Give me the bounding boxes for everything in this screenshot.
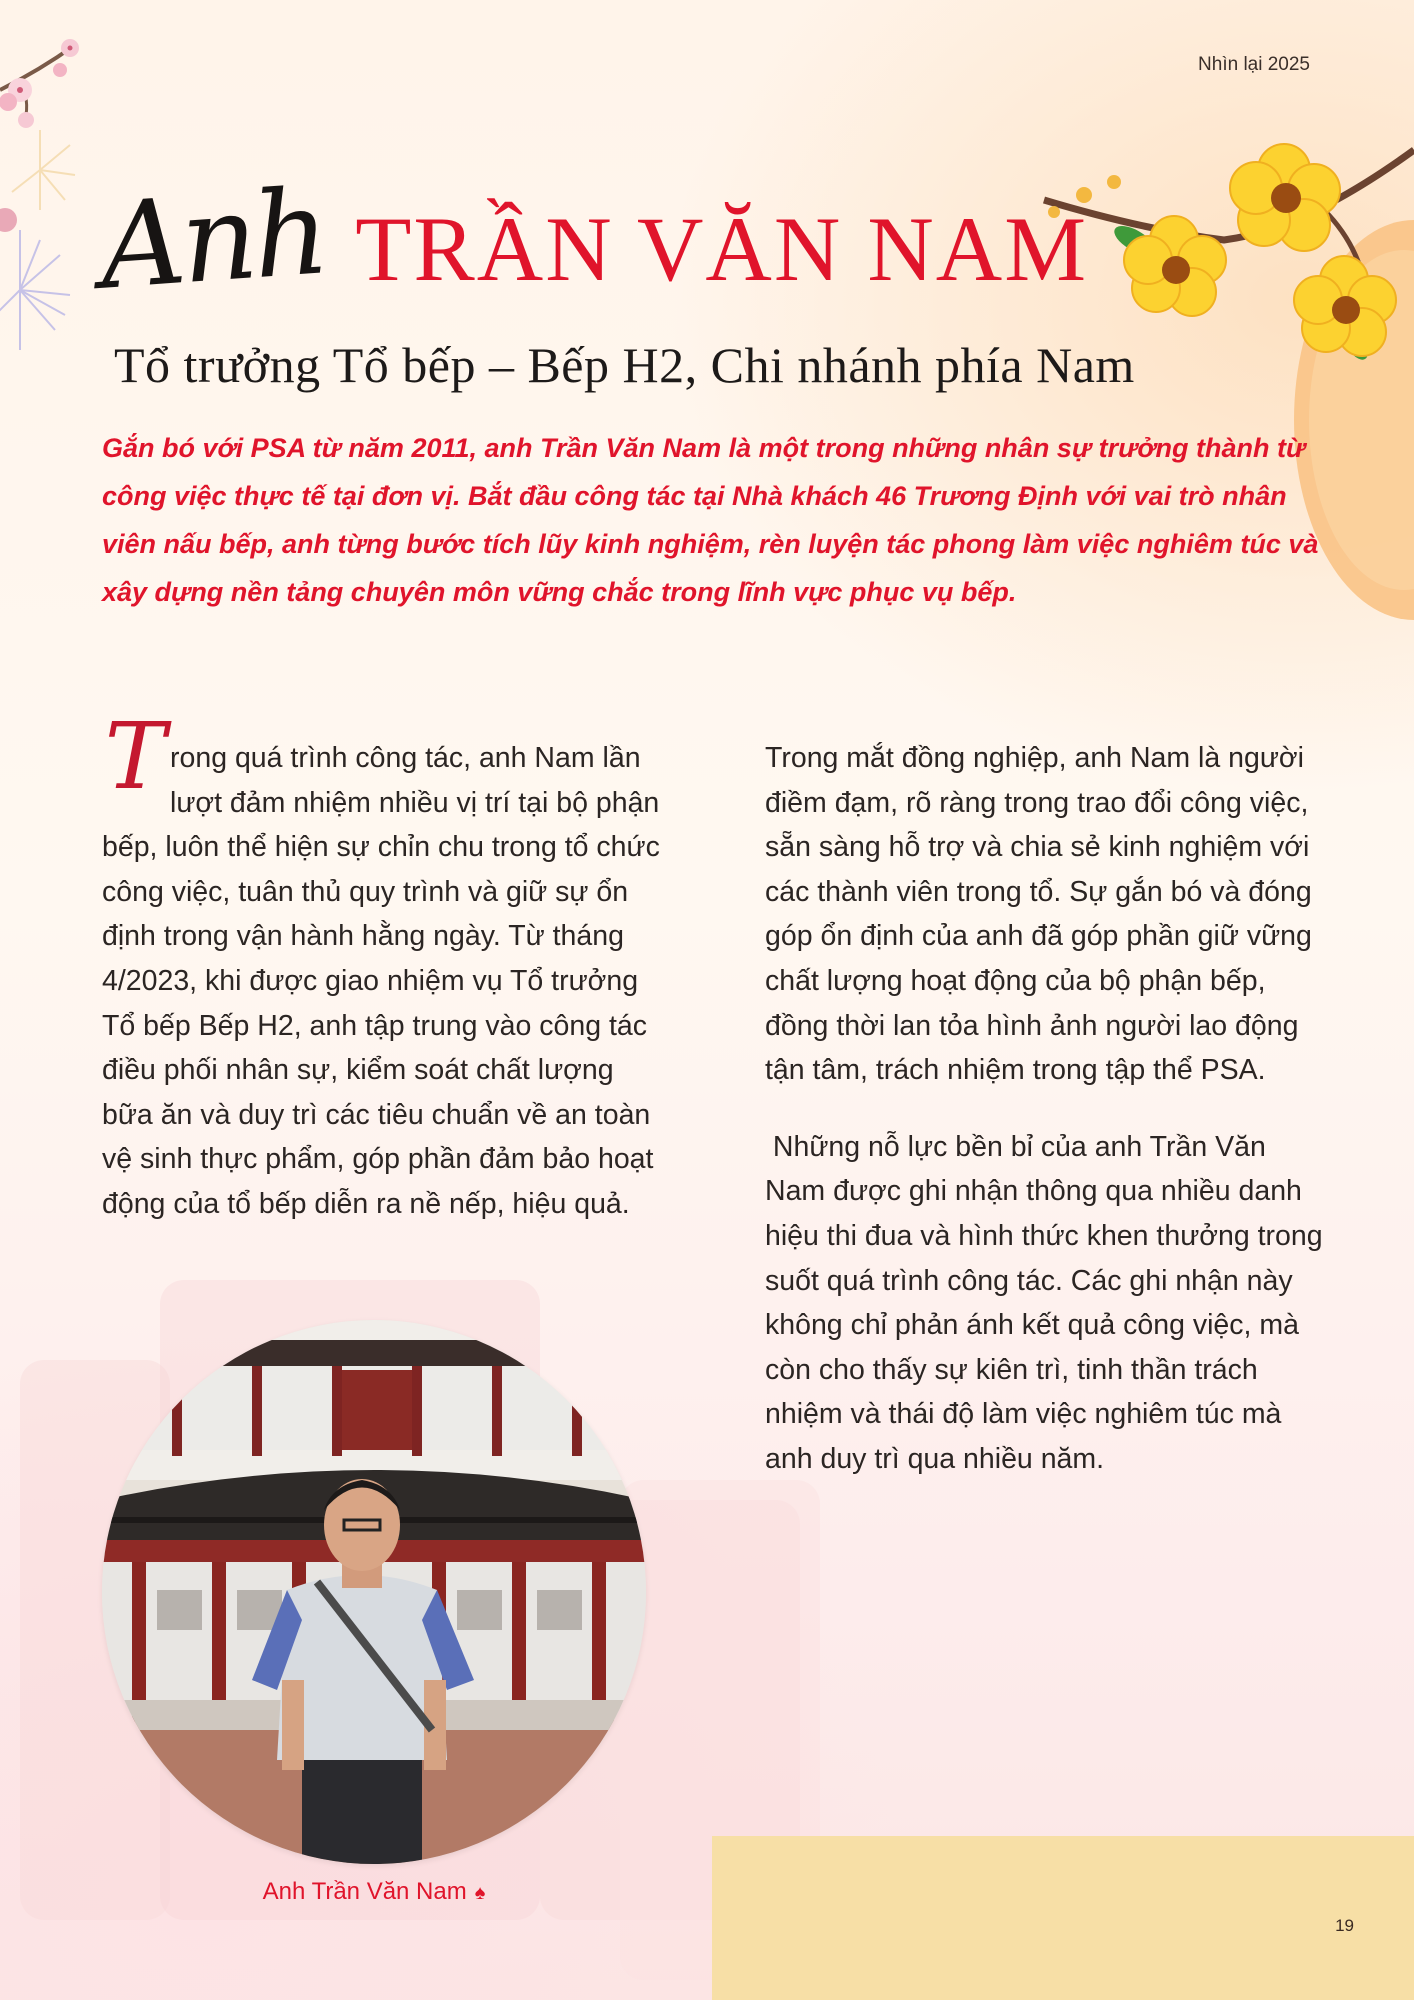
bottom-decor-band [712,1836,1414,2000]
photo-caption [102,1878,646,1906]
portrait-illustration [102,1320,646,1864]
page-number: 19 [1335,1916,1354,1935]
spade-icon: ♠ [474,1882,486,1904]
lead-paragraph: Gắn bó với PSA từ năm 2011, anh Trần Văn Nam là một trong những nhân sự trưởng thành từ công việc thực tế tại đơn vị. Bắt đầu công tác tại Nhà khách 46 Trương Định với vai trò nhân viên nấu bếp, anh từng bước tích lũy kinh nghiệm, rèn luyện tác phong làm việc nghiêm túc và xây dựng nền tảng chuyên môn vững chắc trong lĩnh vực phục vụ bếp. [102,433,1319,607]
body-column-left [102,703,662,1227]
drop-cap: T [104,703,166,810]
portrait-photo [102,1320,646,1864]
photo-caption-text: Anh Trần Văn Nam [262,1878,467,1905]
body-right-paragraph-2: Những nỗ lực bền bỉ của anh Trần Văn Nam được ghi nhận thông qua nhiều danh hiệu thi đua và hình thức khen thưởng trong suốt quá trình công tác. Các ghi nhận này không chỉ phản ánh kết quả công việc, mà còn cho thấy sự kiên trì, tinh thần trách nhiệm và thái độ làm việc nghiêm túc mà anh duy trì qua nhiều năm. [765,1130,1331,1475]
body-right-paragraph-1: Trong mắt đồng nghiệp, anh Nam là người điềm đạm, rõ ràng trong trao đổi công việc, sẵn sàng hỗ trợ và chia sẻ kinh nghiệm với các thành viên trong tổ. Sự gắn bó và đóng góp ổn định của anh đã góp phần giữ vững chất lượng hoạt động của bộ phận bếp, đồng thời lan tỏa hình ảnh người lao động tận tâm, trách nhiệm trong tập thể PSA. [765,742,1312,1087]
title-name: TRẦN VĂN NAM [355,198,1088,300]
title-honorific: Anh [95,162,330,316]
title [95,162,1088,316]
job-title: Tổ trưởng Tổ bếp – Bếp H2, Chi nhánh phía Nam [114,337,1135,393]
body-left-text: rong quá trình công tác, anh Nam lần lượt đảm nhiệm nhiều vị trí tại bộ phận bếp, luôn thể hiện sự chỉn chu trong tổ chức công việc, tuân thủ quy trình và giữ sự ổn định trong vận hành hằng ngày. Từ tháng 4/2023, khi được giao nhiệm vụ Tổ trưởng Tổ bếp Bếp H2, anh tập trung vào công tác điều phối nhân sự, kiểm soát chất lượng bữa ăn và duy trì các tiêu chuẩn về an toàn vệ sinh thực phẩm, góp phần đảm bảo hoạt động của tổ bếp diễn ra nề nếp, hiệu quả. [102,742,660,1220]
body-column-right [765,736,1331,1482]
header-label: Nhìn lại 2025 [1198,54,1310,75]
